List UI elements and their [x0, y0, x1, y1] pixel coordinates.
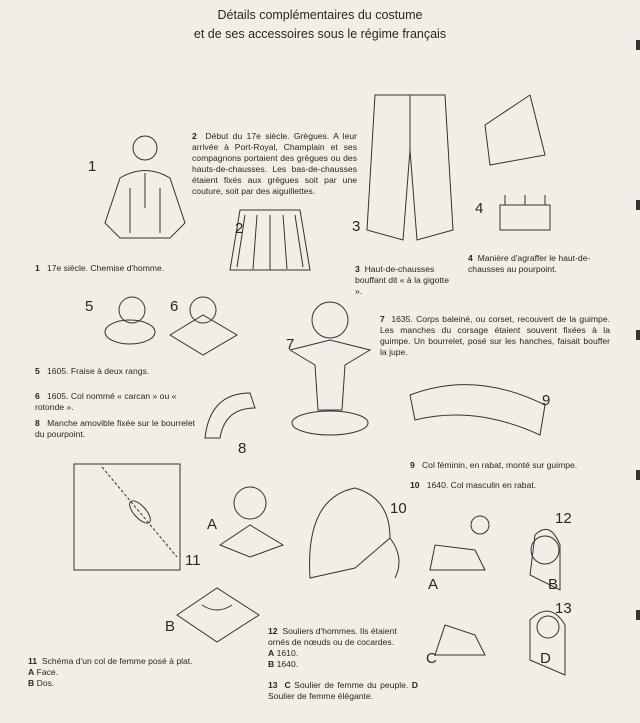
- feminine-collar-illustration: [400, 375, 550, 450]
- caption-text: 1635. Corps baleiné, ou corset, recouvert de la guimpe. Les manches du corsage étaient souvent fixées à la guimpe. Un bourrelet, posé sur les hanches, faisait bouffer la jupe.: [380, 314, 610, 357]
- ruff-illustration: [100, 290, 160, 350]
- title-line-1: Détails complémentaires du costume: [217, 8, 423, 22]
- figure-number-13: 13: [555, 600, 572, 617]
- caption-text: Dos.: [36, 678, 55, 688]
- caption-6: [35, 391, 190, 413]
- masculine-collar-illustration: [295, 478, 405, 588]
- caption-letter: A: [28, 667, 35, 677]
- caption-number: 8: [35, 418, 40, 428]
- caption-letter: B: [28, 678, 35, 688]
- title-line-2: et de ses accessoires sous le régime français: [193, 27, 447, 41]
- caption-number: 4: [468, 253, 473, 263]
- figure-label-B-shoe: B: [548, 576, 559, 593]
- caption-text: Soulier de femme élégante.: [268, 691, 374, 701]
- collar-schema-front: [72, 462, 182, 572]
- shirt-illustration: [100, 128, 190, 248]
- caption-text: Soulier de femme du peuple.: [294, 680, 409, 690]
- caption-number: 11: [28, 656, 38, 666]
- caption-number: 13: [268, 680, 278, 690]
- page-edge-mark: [636, 200, 640, 210]
- caption-1: [35, 263, 164, 274]
- caption-text: Face.: [36, 667, 59, 677]
- caption-text: 1605. Fraise à deux rangs.: [46, 366, 150, 376]
- page-edge-mark: [636, 40, 640, 50]
- figure-number-9: 9: [542, 392, 551, 409]
- caption-number: 7: [380, 314, 385, 324]
- caption-text: 1640. Col masculin en rabat.: [426, 480, 537, 490]
- page-edge-mark: [636, 330, 640, 340]
- figure-number-11: 11: [185, 552, 201, 569]
- caption-text: 1605. Col nommé « carcan » ou « rotonde ».: [35, 391, 177, 412]
- figure-number-1: 1: [88, 158, 97, 175]
- caption-number: 6: [35, 391, 40, 401]
- attachment-illustration: [470, 85, 565, 235]
- figure-label-D: D: [540, 650, 551, 667]
- figure-number-7: 7: [286, 336, 295, 353]
- collar-schema-back: [172, 585, 262, 645]
- figure-number-8: 8: [238, 440, 247, 457]
- caption-text: 17e siècle. Chemise d'homme.: [46, 263, 165, 273]
- caption-3: [355, 264, 455, 297]
- caption-number: 3: [355, 264, 360, 274]
- caption-2: [192, 131, 357, 197]
- caption-letter: D: [411, 680, 419, 690]
- caption-11: [28, 656, 198, 689]
- caption-letter: A: [268, 648, 275, 658]
- caption-text: Début du 17e siècle. Grègues. A leur arrivée à Port-Royal, Champlain et ses compagnons portaient des grègues ou des hauts-de-chausses. Les bas-de-chausses étaient fixés aux grègues soit par une couture, soit par des aiguillettes.: [192, 131, 357, 196]
- caption-number: 10: [410, 480, 420, 490]
- figure-label-A: A: [207, 516, 218, 533]
- caption-number: 5: [35, 366, 40, 376]
- figure-number-3: 3: [352, 218, 361, 235]
- caption-9: [410, 460, 577, 471]
- caption-4: [468, 253, 608, 275]
- figure-number-5: 5: [85, 298, 94, 315]
- caption-7: [380, 314, 610, 358]
- caption-text: Col féminin, en rabat, monté sur guimpe.: [421, 460, 578, 470]
- caption-text: 1610.: [276, 648, 299, 658]
- caption-number: 1: [35, 263, 40, 273]
- figure-number-4: 4: [475, 200, 484, 217]
- caption-8: [35, 418, 195, 440]
- figure-number-12: 12: [555, 510, 572, 527]
- caption-13: [268, 680, 418, 702]
- figure-number-10: 10: [390, 500, 407, 517]
- caption-text: Souliers d'hommes. Ils étaient ornés de nœuds ou de cocardes.: [268, 626, 397, 647]
- page-edge-mark: [636, 610, 640, 620]
- caption-5: [35, 366, 149, 377]
- caption-number: 9: [410, 460, 415, 470]
- caption-text: 1640.: [276, 659, 299, 669]
- caption-text: Haut-de-chausses bouffant dit « à la gigotte ».: [355, 264, 449, 296]
- figure-label-C: C: [426, 650, 437, 667]
- caption-text: Schéma d'un col de femme posé à plat.: [41, 656, 193, 666]
- caption-number: 12: [268, 626, 278, 636]
- figure-number-6: 6: [170, 298, 179, 315]
- caption-10: [410, 480, 536, 491]
- sleeve-illustration: [200, 388, 260, 443]
- figure-label-B: B: [165, 618, 176, 635]
- gregues-illustration: [225, 205, 315, 280]
- caption-text: Manche amovible fixée sur le bourrelet du pourpoint.: [35, 418, 195, 439]
- caption-letter: C: [284, 680, 291, 690]
- corset-illustration: [280, 295, 375, 445]
- caption-number: 2: [192, 131, 197, 141]
- woman-collar-illustration: [215, 475, 285, 560]
- caption-text: Manière d'agraffer le haut-de-chausses au pourpoint.: [468, 253, 591, 274]
- caption-letter: B: [268, 659, 275, 669]
- haut-de-chausses-illustration: [365, 80, 455, 250]
- caption-12: [268, 626, 418, 670]
- page-title: [0, 6, 640, 44]
- figure-number-2: 2: [235, 220, 244, 237]
- page-edge-mark: [636, 470, 640, 480]
- figure-label-A-shoe: A: [428, 576, 439, 593]
